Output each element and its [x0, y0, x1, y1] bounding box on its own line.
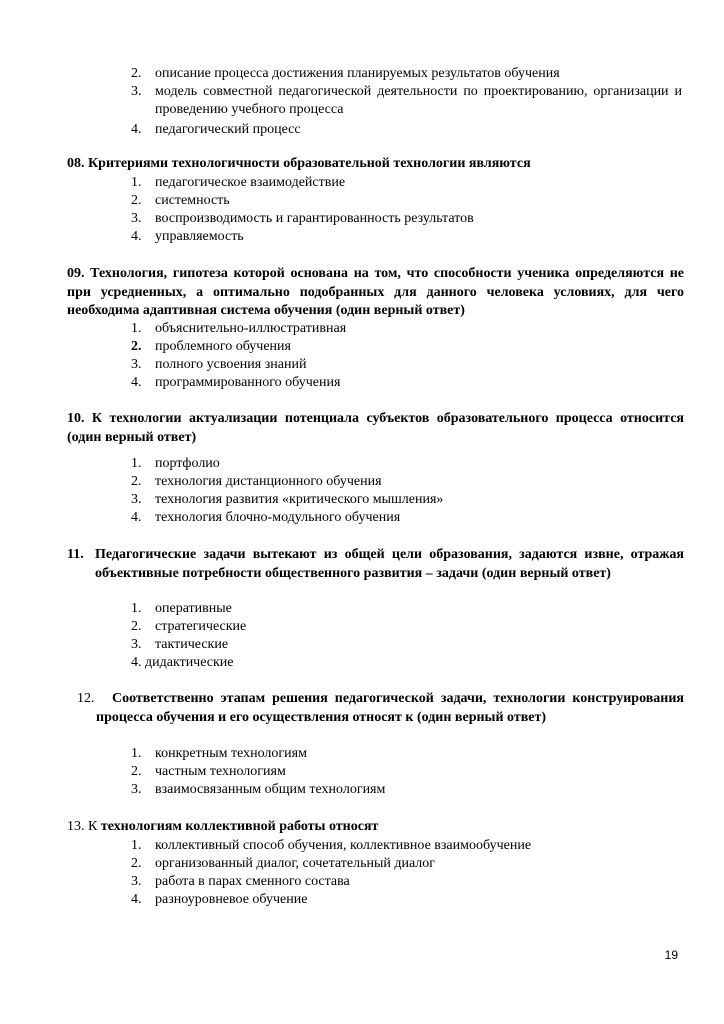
list-item: 2. системность: [131, 193, 230, 208]
question-09-options: [131, 320, 671, 392]
list-item: 2. проблемного обучения: [131, 339, 291, 354]
question-08-options: [131, 174, 671, 246]
list-item: 1. коллективный способ обучения, коллективное взаимообучение: [131, 838, 532, 853]
question-12-number: 12.: [77, 691, 95, 706]
list-item: 1. портфолио: [131, 456, 220, 471]
list-item: 3. модель совместной педагогической деятельности по проектированию, организации и проведению учебного процесса: [131, 84, 682, 117]
list-item: 2. описание процесса достижения планируемых результатов обучения: [131, 66, 560, 81]
list-item: 1. педагогическое взаимодействие: [131, 175, 346, 190]
list-item: 3. работа в парах сменного состава: [131, 874, 350, 889]
question-13-prefix: 13. К: [67, 819, 98, 834]
list-item: 2. организованный диалог, сочетательный диалог: [131, 856, 436, 871]
question-09-title: 09. Технология, гипотеза которой основана на том, что способности ученика определяются не при усредненных, а оптимально подобранных для данного человека условиях, для чего необходима адаптивная система обучения (один верный ответ): [67, 266, 684, 318]
question-12-options: [131, 745, 671, 799]
question-13-options: [131, 837, 671, 909]
question-11-number: 11.: [67, 547, 84, 562]
question-12-title: Соответственно этапам решения педагогической задачи, технологии конструирования процесса обучения и его осуществления относят к (один верный ответ): [96, 691, 684, 725]
question-10-title: 10. К технологии актуализации потенциала субъектов образовательного процесса относится (один верный ответ): [67, 411, 684, 445]
list-item: 3. тактические: [131, 637, 229, 652]
list-item: 4. управляемость: [131, 229, 244, 244]
question-13-text: технологиям коллективной работы относят: [100, 819, 379, 834]
page-number: 19: [664, 948, 678, 962]
list-item: 4. дидактические: [131, 655, 234, 670]
list-item: 3. технология развития «критического мышления»: [131, 492, 444, 507]
question-08-title: 08. Критериями технологичности образовательной технологии являются: [67, 156, 531, 171]
list-item: 2. частным технологиям: [131, 764, 286, 779]
list-item: 3. полного усвоения знаний: [131, 357, 307, 372]
list-item: 4. программированного обучения: [131, 375, 341, 390]
question-13-title: [67, 818, 687, 837]
list-item: 1. оперативные: [131, 601, 232, 616]
list-item: 2. стратегические: [131, 619, 247, 634]
list-item: 3. воспроизводимость и гарантированность результатов: [131, 211, 474, 226]
list-item: 4. технология блочно-модульного обучения: [131, 510, 401, 525]
list-item: 4. разноуровневое обучение: [131, 892, 308, 907]
question-10-options: [131, 455, 671, 527]
list-item: 2. технология дистанционного обучения: [131, 474, 382, 489]
list-item: 1. конкретным технологиям: [131, 746, 307, 761]
list-item: 1. объяснительно-иллюстративная: [131, 321, 347, 336]
list-item: 3. взаимосвязанным общим технологиям: [131, 782, 386, 797]
list-item: 4. педагогический процесс: [131, 122, 301, 137]
top-list: [131, 65, 682, 139]
question-11-options: [131, 600, 671, 672]
question-11-title: Педагогические задачи вытекают из общей цели образования, задаются извне, отражая объективные потребности общественного развития – задачи (один верный ответ): [95, 547, 684, 581]
